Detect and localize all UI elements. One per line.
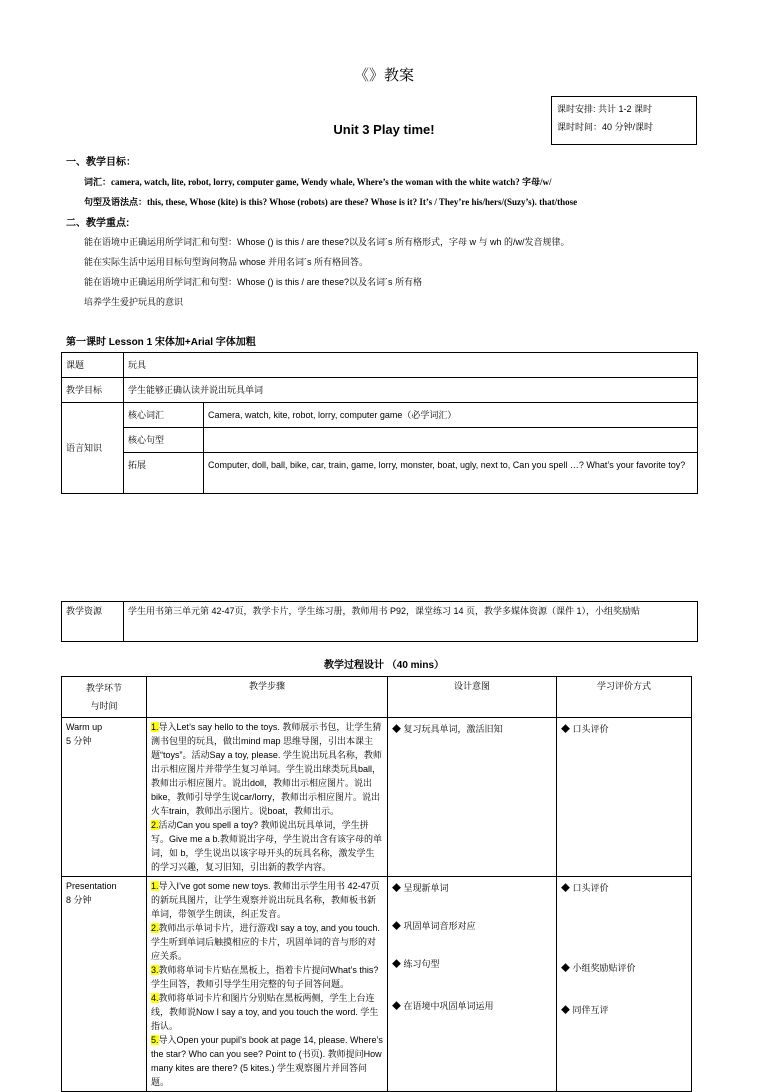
resources-value: 学生用书第三单元第 42-47页，教学卡片，学生练习册，教师用书 P92，课堂练习 14 页，教学多媒体资源（课件 1），小组奖励贴 xyxy=(124,602,698,642)
key-point-item: 能在语境中正确运用所学词汇和句型：Whose () is this / are these?以及名词´s 所有格形式，字母 w 与 wh 的/w/发音规律。 xyxy=(84,237,570,247)
header-evaluation: 学习评价方式 xyxy=(557,677,692,718)
grammar-line: 句型及语法点：this, these, Whose (kite) is this? Whose (robots) are these? Whose is it? It’s / They’re his/hers/(Suzy’s). that/those xyxy=(84,197,578,207)
diamond-bullet-icon: ◆ xyxy=(561,1005,571,1015)
step-number: 3. xyxy=(151,965,159,975)
lesson-info-table xyxy=(61,352,698,494)
topic-label: 课题 xyxy=(62,353,124,378)
evaluation-item: 口头评价 xyxy=(572,883,609,893)
step-text: 教师出示单词卡片，进行游戏I say a toy, and you touch.学生听到单词后触摸相应的卡片，巩固单词的音与形的对应关系。 xyxy=(151,923,380,961)
purpose-item: 练习句型 xyxy=(403,959,440,969)
key-point-item: 培养学生爱护玩具的意识 xyxy=(84,297,184,307)
process-heading: 教学过程设计 （40 mins） xyxy=(323,660,445,671)
evaluation-cell xyxy=(557,877,692,1092)
step-text: 导入I’ve got some new toys. 教师出示学生用书 42-47页的新玩具图片，让学生观察并说出玩具名称，教师板书新单词，带领学生朗读，纠正发音。 xyxy=(151,881,380,919)
diamond-bullet-icon: ◆ xyxy=(392,1001,402,1011)
step-item xyxy=(151,818,383,874)
core-vocab-value: Camera, watch, kite, robot, lorry, computer game（必学词汇） xyxy=(204,403,698,428)
step-item xyxy=(151,879,383,921)
extension-value: Computer, doll, ball, bike, car, train, game, lorry, monster, boat, ugly, next to, Can you spell …? What’s your favorite toy? xyxy=(204,453,698,494)
evaluation-item: 小组奖励贴评价 xyxy=(572,963,636,973)
document-title: 《》教案 xyxy=(353,67,414,84)
purpose-item: 在语境中巩固单词运用 xyxy=(403,1001,494,1011)
purpose-item: 复习玩具单词，激活旧知 xyxy=(403,724,503,734)
goal-value: 学生能够正确认读并说出玩具单词 xyxy=(124,378,698,403)
resources-label: 教学资源 xyxy=(62,602,124,642)
diamond-bullet-icon: ◆ xyxy=(392,883,402,893)
purpose-cell xyxy=(388,718,557,877)
step-number: 4. xyxy=(151,993,159,1003)
steps-cell xyxy=(147,718,388,877)
teaching-process-table xyxy=(61,676,692,1092)
header-stage xyxy=(62,677,147,718)
diamond-bullet-icon: ◆ xyxy=(561,724,571,734)
diamond-bullet-icon: ◆ xyxy=(392,921,402,931)
purpose-cell xyxy=(388,877,557,1092)
header-stage-line2: 与时间 xyxy=(90,701,118,711)
core-sentence-value xyxy=(204,428,698,453)
evaluation-cell xyxy=(557,718,692,877)
step-text: 活动Can you spell a toy? 教师说出玩具单词，学生拼写。Give me a b.教师说出字母，学生说出含有该字母的单词，如 b，学生说出以该字母开头的玩具名称，激发学生的学习兴趣，复习旧知，引出新的教学内容。 xyxy=(151,820,383,872)
evaluation-item: 口头评价 xyxy=(572,724,609,734)
diamond-bullet-icon: ◆ xyxy=(561,883,571,893)
step-item xyxy=(151,1033,383,1089)
evaluation-item: 同伴互评 xyxy=(572,1005,609,1015)
step-item xyxy=(151,921,383,963)
step-number: 1. xyxy=(151,722,159,732)
step-item xyxy=(151,991,383,1033)
stage-time: 8 分钟 xyxy=(66,895,92,905)
goal-label: 教学目标 xyxy=(62,378,124,403)
key-points-heading: 二、教学重点: xyxy=(66,218,130,229)
step-number: 2. xyxy=(151,820,159,830)
resources-table xyxy=(61,601,698,642)
vocabulary-line: 词汇：camera, watch, lite, robot, lorry, computer game, Wendy whale, Where’s the woman with the white watch? 字母/w/ xyxy=(84,177,552,187)
header-purpose: 设计意图 xyxy=(388,677,557,718)
key-point-item: 能在实际生活中运用目标句型询问物品 whose 并用名词´s 所有格回答。 xyxy=(84,257,369,267)
language-knowledge-label: 语言知识 xyxy=(62,403,124,494)
purpose-item: 巩固单词音形对应 xyxy=(403,921,476,931)
step-text: 导入Let’s say hello to the toys. 教师展示书包，让学生猜测书包里的玩具，做出mind map 思维导图，引出本课主题“toys”。活动Say a toy, please. 学生说出玩具名称，教师出示相应图片并带学生复习单词。学生说出球类玩具ball，教师出示相应图片。说出doll，教师出示相应图片。说出bike，教师引导学生说car/lorry，教师出示相应图片。说出火车train，教师出示图片。说boat，教师出示。 xyxy=(151,722,382,816)
step-text: 导入Open your pupil’s book at page 14, please. Where’s the star? Who can you see? Point to (书页). 教师提问How many kites are there? (5 kites.) 学生观察图片并回答问题。 xyxy=(151,1035,383,1087)
step-number: 5. xyxy=(151,1035,159,1045)
stage-name: Warm up xyxy=(66,722,103,732)
core-vocab-label: 核心词汇 xyxy=(124,403,204,428)
key-point-item: 能在语境中正确运用所学词汇和句型：Whose () is this / are these?以及名词´s 所有格 xyxy=(84,277,423,287)
header-steps: 教学步骤 xyxy=(147,677,388,718)
step-item xyxy=(151,720,383,818)
stage-cell xyxy=(62,877,147,1092)
stage-time: 5 分钟 xyxy=(66,736,92,746)
stage-cell xyxy=(62,718,147,877)
core-sentence-label: 核心句型 xyxy=(124,428,204,453)
diamond-bullet-icon: ◆ xyxy=(392,959,402,969)
duration-line: 课时时间：40 分钟/课时 xyxy=(557,122,654,132)
purpose-item: 呈现新单词 xyxy=(403,883,449,893)
stage-name: Presentation xyxy=(66,881,117,891)
steps-cell xyxy=(147,877,388,1092)
step-text: 教师将单词卡片和图片分别贴在黑板两侧，学生上台连线，教师说Now I say a toy, and you touch the word. 学生指认。 xyxy=(151,993,379,1031)
step-text: 教师将单词卡片贴在黑板上，指着卡片提问What’s this?学生回答，教师引导学生用完整的句子回答问题。 xyxy=(151,965,379,989)
step-number: 2. xyxy=(151,923,159,933)
header-stage-line1: 教学环节 xyxy=(85,683,122,693)
topic-value: 玩具 xyxy=(124,353,698,378)
schedule-line: 课时安排: 共计 1-2 课时 xyxy=(557,104,653,114)
step-number: 1. xyxy=(151,881,159,891)
objectives-heading: 一、教学目标： xyxy=(66,157,136,168)
diamond-bullet-icon: ◆ xyxy=(561,963,571,973)
extension-label: 拓展 xyxy=(124,453,204,494)
step-item xyxy=(151,963,383,991)
schedule-info-box xyxy=(551,96,697,145)
unit-title: Unit 3 Play time! xyxy=(333,122,435,137)
lesson-heading: 第一课时 Lesson 1 宋体加+Arial 字体加粗 xyxy=(66,337,256,348)
diamond-bullet-icon: ◆ xyxy=(392,724,402,734)
